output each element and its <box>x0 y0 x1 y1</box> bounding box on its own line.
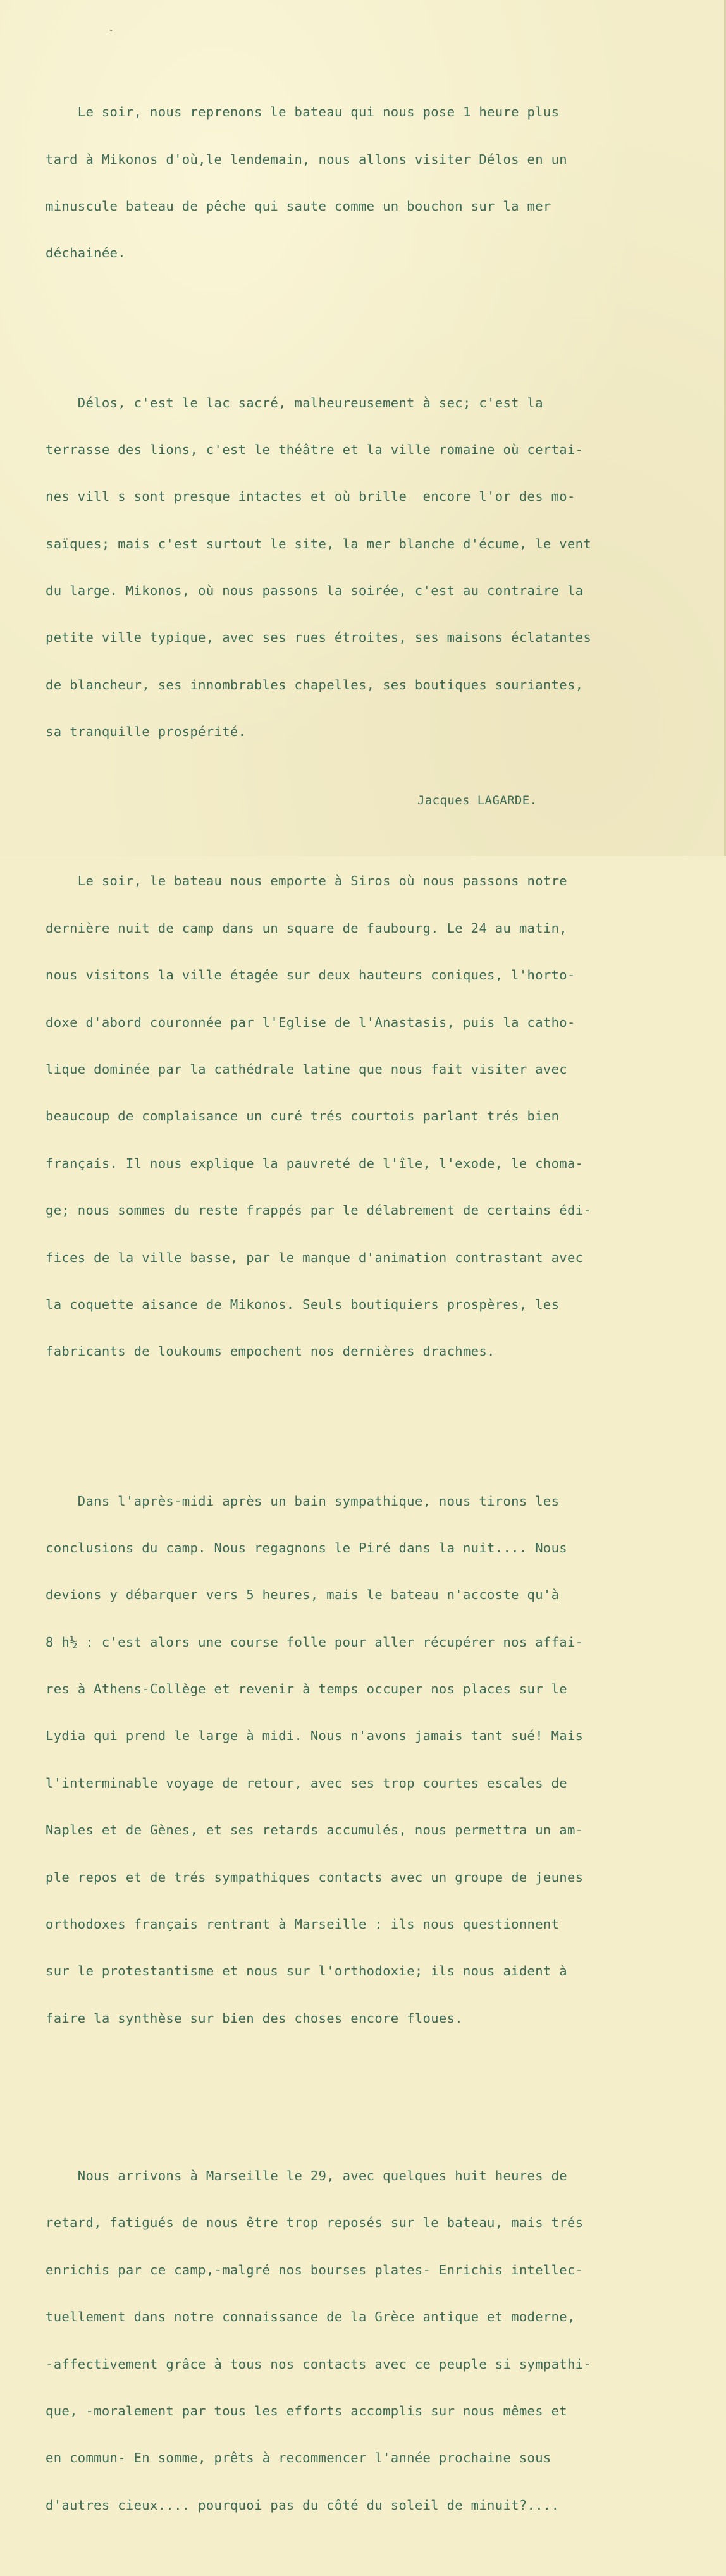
text-line: Dans l'après-midi après un bain sympathique, nous tirons les <box>46 1493 560 1509</box>
text-line: français. Il nous explique la pauvreté de l'île, l'exode, le choma- <box>46 1155 584 1171</box>
text-line: dernière nuit de camp dans un square de faubourg. Le 24 au matin, <box>46 920 567 936</box>
paragraph-4 <box>46 1462 721 2058</box>
text-line: retard, fatigués de nous être trop reposés sur le bateau, mais trés <box>46 2215 584 2231</box>
text-line: la coquette aisance de Mikonos. Seuls boutiquiers prospères, les <box>46 1296 560 1312</box>
text-line: nous visitons la ville étagée sur deux hauteurs coniques, l'horto- <box>46 967 575 983</box>
text-line: beaucoup de complaisance un curé trés courtois parlant trés bien <box>46 1108 560 1124</box>
text-line: Lydia qui prend le large à midi. Nous n'avons jamais tant sué! Mais <box>46 1728 584 1744</box>
text-line: petite ville typique, avec ses rues étroites, ses maisons éclatantes <box>46 630 592 646</box>
text-line: terrasse des lions, c'est le théâtre et la ville romaine où certai- <box>46 441 584 457</box>
text-line: enrichis par ce camp,-malgré nos bourses plates- Enrichis intellec- <box>46 2262 584 2278</box>
text-line: conclusions du camp. Nous regagnons le Piré dans la nuit.... Nous <box>46 1540 567 1555</box>
text-line: devions y débarquer vers 5 heures, mais le bateau n'accoste qu'à <box>46 1587 560 1603</box>
text-line: sa tranquille prospérité. <box>46 724 247 740</box>
text-line: lique dominée par la cathédrale latine que nous fait visiter avec <box>46 1062 567 1077</box>
text-line: Naples et de Gènes, et ses retards accumulés, nous permettra un am- <box>46 1822 584 1838</box>
text-line: orthodoxes français rentrant à Marseille : ils nous questionnent <box>46 1917 560 1932</box>
text-line: res à Athens-Collège et revenir à temps occuper nos places sur le <box>46 1681 567 1697</box>
text-line: -affectivement grâce à tous nos contacts avec ce peuple si sympathi- <box>46 2356 592 2372</box>
text-line: Nous arrivons à Marseille le 29, avec quelques huit heures de <box>46 2168 567 2183</box>
text-line: déchainée. <box>46 245 126 261</box>
text-line: Le soir, nous reprenons le bateau qui nous pose 1 heure plus <box>46 104 560 120</box>
text-line: minuscule bateau de pêche qui saute comme un bouchon sur la mer <box>46 198 551 214</box>
paragraph-5 <box>46 2137 721 2544</box>
paragraph-2 <box>46 364 721 771</box>
text-line: sur le protestantisme et nous sur l'orthodoxie; ils nous aident à <box>46 1963 567 1979</box>
text-line: ge; nous sommes du reste frappés par le délabrement de certains édi- <box>46 1203 592 1218</box>
text-line: l'interminable voyage de retour, avec ses trop courtes escales de <box>46 1775 567 1791</box>
text-line: d'autres cieux.... pourquoi pas du côté du soleil de minuit?.... <box>46 2497 560 2513</box>
text-line: ple repos et de trés sympathiques contacts avec un groupe de jeunes <box>46 1869 584 1885</box>
text-line: du large. Mikonos, où nous passons la soirée, c'est au contraire la <box>46 583 584 599</box>
text-line: Le soir, le bateau nous emporte à Siros où nous passons notre <box>46 873 567 889</box>
text-line: doxe d'abord couronnée par l'Eglise de l'Anastasis, puis la catho- <box>46 1014 575 1030</box>
text-line: 8 h½ : c'est alors une course folle pour aller récupérer nos affai- <box>46 1634 584 1650</box>
text-line: tuellement dans notre connaissance de la Grèce antique et moderne, <box>46 2309 575 2325</box>
text-line: saïques; mais c'est surtout le site, la mer blanche d'écume, le vent <box>46 536 592 551</box>
text-line: Délos, c'est le lac sacré, malheureusement à sec; c'est la <box>46 395 543 410</box>
stray-ink-mark: ˘ <box>109 29 114 38</box>
letter-body <box>46 42 721 2576</box>
text-line: faire la synthèse sur bien des choses encore floues. <box>46 2010 463 2026</box>
text-line: nes vill s sont presque intactes et où brille encore l'or des mo- <box>46 489 575 505</box>
paragraph-1 <box>46 73 721 293</box>
signature: Jacques LAGARDE. <box>417 794 538 807</box>
text-line: tard à Mikonos d'où,le lendemain, nous allons visiter Délos en un <box>46 151 567 167</box>
text-line: de blancheur, ses innombrables chapelles, ses boutiques souriantes, <box>46 677 584 692</box>
text-line: que, -moralement par tous les efforts accomplis sur nous mêmes et <box>46 2403 567 2419</box>
text-line: fabricants de loukoums empochent nos dernières drachmes. <box>46 1344 495 1359</box>
paragraph-3 <box>46 842 721 1391</box>
text-line: en commun- En somme, prêts à recommencer l'année prochaine sous <box>46 2450 551 2466</box>
text-line: fices de la ville basse, par le manque d'animation contrastant avec <box>46 1249 584 1265</box>
